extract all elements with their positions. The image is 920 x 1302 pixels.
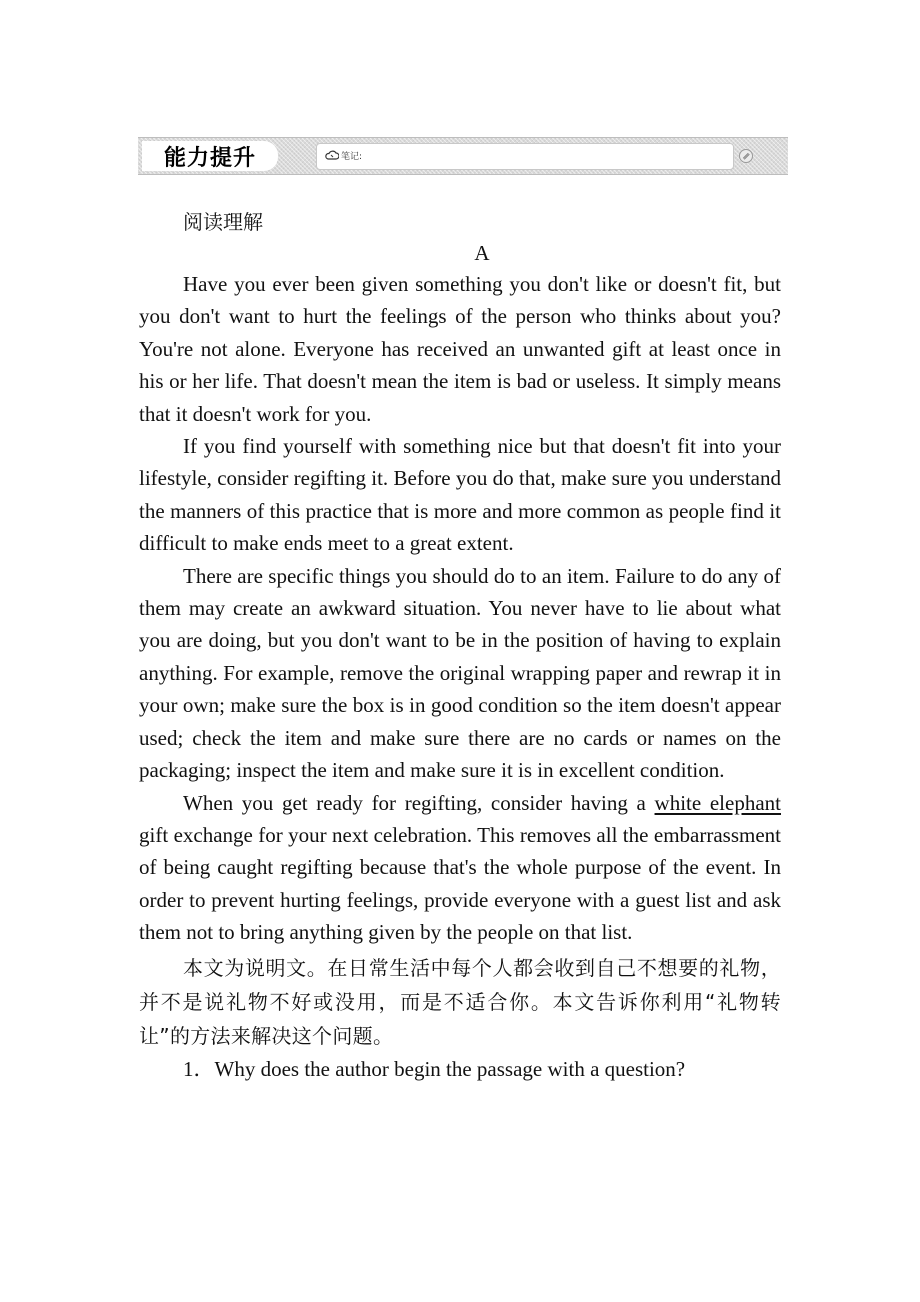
banner-title: 能力提升 (142, 141, 278, 171)
paragraph-3: There are specific things you should do to an item. Failure to do any of them may create an awkward situation. You never have to lie about what you are doing, but you don't want to be in the position of having to explain anything. For example, remove the original wrapping paper and rewrap it in your own; make sure the box is in good condition so the item doesn't appear used; check the item and make sure there are no cards or names on the packaging; inspect the item and make sure it is in excellent condition. (139, 563, 781, 783)
notes-label: 笔记: (341, 152, 363, 162)
paperclip-icon (738, 148, 754, 164)
reading-passage (139, 268, 781, 1085)
passage-summary: 本文为说明文。在日常生活中每个人都会收到自己不想要的礼物，并不是说礼物不好或没用，而是不适合你。本文告诉你利用“礼物转让”的方法来解决这个问题。 (139, 955, 781, 1048)
paragraph-4-end: gift exchange for your next celebration. This removes all the embarrassment of being caught regifting because that's the whole purpose of the event. In order to prevent hurting feelings, provide everyone with a guest list and ask them not to bring anything given by the people on that list. (139, 822, 781, 945)
white-elephant-term: white elephant (654, 790, 781, 815)
paragraph-4 (139, 787, 781, 949)
paragraph-1: Have you ever been given something you don't like or doesn't fit, but you don't want to hurt the feelings of the person who thinks about you? You're not alone. Everyone has received an unwanted gift at least once in his or her life. That doesn't mean the item is bad or useless. It simply means that it doesn't work for you. (139, 272, 781, 426)
paragraph-4-start: When you get ready for regifting, consider having a (183, 790, 655, 815)
notes-field[interactable] (316, 143, 734, 170)
paragraph-2: If you find yourself with something nice but that doesn't fit into your lifestyle, consider regifting it. Before you do that, make sure you understand the manners of this practice that is more and more common as people find it difficult to make ends meet to a great extent. (139, 434, 781, 556)
section-title: 阅读理解 (183, 210, 263, 234)
question-1: 1．Why does the author begin the passage with a question? (183, 1056, 686, 1081)
passage-letter: A (474, 241, 490, 265)
section-banner (138, 137, 788, 175)
cloud-icon (325, 150, 339, 160)
